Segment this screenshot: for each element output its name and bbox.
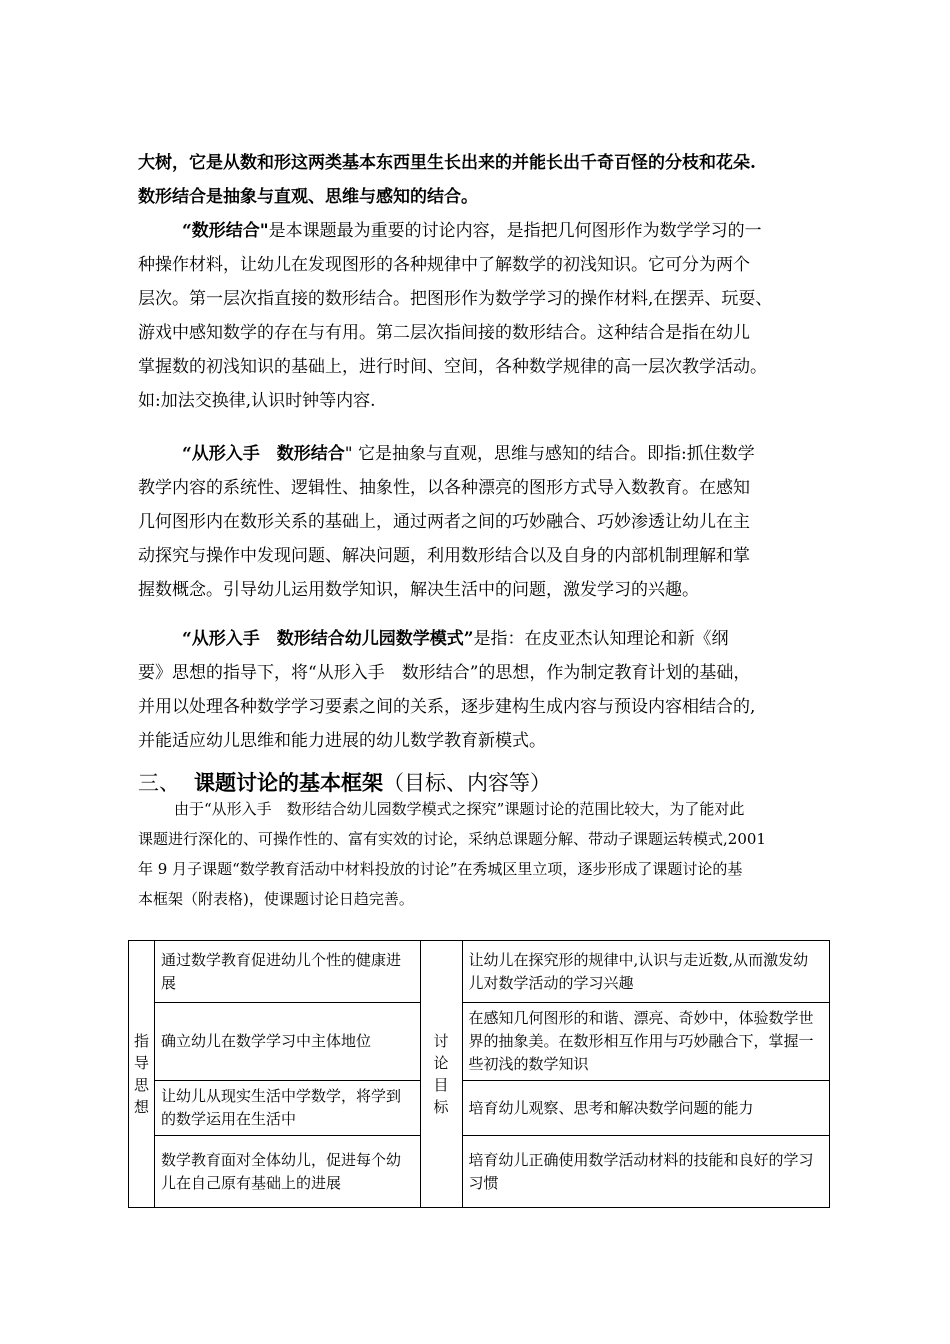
framework-table bbox=[128, 940, 830, 1208]
guiding-cell: 确立幼儿在数学学习中主体地位 bbox=[154, 1003, 420, 1081]
para4-line-3: 年 9 月子课题“数学教育活动中材料投放的讨论”在秀城区里立项，逐步形成了课题讨论的基 bbox=[138, 860, 743, 878]
label-char: 论 bbox=[433, 1054, 449, 1072]
label-char: 思 bbox=[133, 1076, 149, 1094]
term-shuxing-jiehe: “数形结合" bbox=[182, 221, 269, 241]
goal-cell: 让幼儿在探究形的规律中,认识与走近数,从而激发幼儿对数学活动的学习兴趣 bbox=[462, 941, 829, 1003]
term-math-model: “从形入手 数形结合幼儿园数学模式” bbox=[182, 629, 474, 649]
para2-line-5: 握数概念。引导幼儿运用数学知识，解决生活中的问题，激发学习的兴趣。 bbox=[138, 580, 699, 600]
para2-line-2: 教学内容的系统性、逻辑性、抽象性，以各种漂亮的图形方式导入数教育。在感知 bbox=[138, 478, 750, 498]
term-congxing-rushou: “从形入手 数形结合 bbox=[182, 444, 345, 464]
label-char: 讨 bbox=[433, 1032, 449, 1050]
para2-line-3: 几何图形内在数形关系的基础上，通过两者之间的巧妙融合、巧妙渗透让幼儿在主 bbox=[138, 512, 750, 532]
para3-line-3: 并用以处理各种数学学习要素之间的关系，逐步建构生成内容与预设内容相结合的, bbox=[138, 697, 756, 717]
label-char: 指 bbox=[133, 1032, 149, 1050]
paragraph-framework-intro bbox=[138, 794, 838, 914]
para1-line-4: 游戏中感知数学的存在与有用。第二层次指间接的数形结合。这种结合是指在幼儿 bbox=[138, 323, 750, 343]
para3-line-2: 要》思想的指导下，将“从形入手 数形结合”的思想，作为制定教育计划的基础， bbox=[138, 663, 751, 683]
para4-line-2: 课题进行深化的、可操作性的、富有实效的讨论，采纳总课题分解、带动子课题运转模式,2001 bbox=[138, 830, 766, 848]
label-char: 导 bbox=[133, 1054, 149, 1072]
guiding-cell: 数学教育面对全体幼儿，促进每个幼儿在自己原有基础上的进展 bbox=[154, 1136, 420, 1208]
guiding-cell: 让幼儿从现实生活中学数学，将学到的数学运用在生活中 bbox=[154, 1081, 420, 1136]
table-row bbox=[129, 941, 830, 1003]
paragraph-math-model bbox=[138, 622, 838, 758]
label-char: 目 bbox=[433, 1076, 449, 1094]
intro-paragraph bbox=[138, 146, 838, 214]
goal-cell: 培育幼儿观察、思考和解决数学问题的能力 bbox=[462, 1081, 829, 1136]
goal-cell: 培育幼儿正确使用数学活动材料的技能和良好的学习习惯 bbox=[462, 1136, 829, 1208]
label-char: 标 bbox=[433, 1098, 449, 1116]
goal-cell: 在感知几何图形的和谐、漂亮、奇妙中，体验数学世界的抽象美。在数形相互作用与巧妙融合下，掌握一些初浅的数学知识 bbox=[462, 1003, 829, 1081]
para1-line-2: 种操作材料，让幼儿在发现图形的各种规律中了解数学的初浅知识。它可分为两个 bbox=[138, 255, 750, 275]
guiding-thought-label bbox=[129, 941, 155, 1208]
para3-line-1: 是指：在皮亚杰认知理论和新《纲 bbox=[473, 629, 729, 649]
table-row bbox=[129, 1136, 830, 1208]
table-row bbox=[129, 1081, 830, 1136]
para4-line-1: 由于“从形入手 数形结合幼儿园数学模式之探究”课题讨论的范围比较大，为了能对此 bbox=[174, 800, 745, 818]
section-subtitle: （目标、内容等） bbox=[383, 771, 551, 795]
guiding-cell: 通过数学教育促进幼儿个性的健康进展 bbox=[154, 941, 420, 1003]
table-row bbox=[129, 1003, 830, 1081]
para1-line-5: 掌握数的初浅知识的基础上，进行时间、空间，各种数学规律的高一层次教学活动。 bbox=[138, 357, 767, 377]
research-goal-label bbox=[420, 941, 462, 1208]
para2-line-4: 动探究与操作中发现问题、解决问题，利用数形结合以及自身的内部机制理解和掌 bbox=[138, 546, 750, 566]
para1-line-1: 是本课题最为重要的讨论内容，是指把几何图形作为数学学习的一 bbox=[268, 221, 762, 241]
intro-line-1: 大树，它是从数和形这两类基本东西里生长出来的并能长出千奇百怪的分枝和花朵. bbox=[138, 153, 756, 173]
section-number: 三、 bbox=[138, 771, 180, 795]
intro-line-2: 数形结合是抽象与直观、思维与感知的结合。 bbox=[138, 187, 478, 207]
para4-line-4: 本框架（附表格)，使课题讨论日趋完善。 bbox=[138, 890, 414, 908]
para2-line-1: " 它是抽象与直观，思维与感知的结合。即指:抓住数学 bbox=[344, 444, 755, 464]
label-char: 想 bbox=[133, 1098, 149, 1116]
section-title: 课题讨论的基本框架 bbox=[194, 770, 383, 795]
paragraph-congxing-rushou bbox=[138, 437, 838, 607]
para3-line-4: 并能适应幼儿思维和能力进展的幼儿数学教育新模式。 bbox=[138, 731, 546, 751]
para1-line-6: 如:加法交换律,认识时钟等内容. bbox=[138, 391, 376, 411]
para1-line-3: 层次。第一层次指直接的数形结合。把图形作为数学学习的操作材料,在摆弄、玩耍、 bbox=[138, 289, 773, 309]
paragraph-shuxing-jiehe bbox=[138, 214, 838, 418]
